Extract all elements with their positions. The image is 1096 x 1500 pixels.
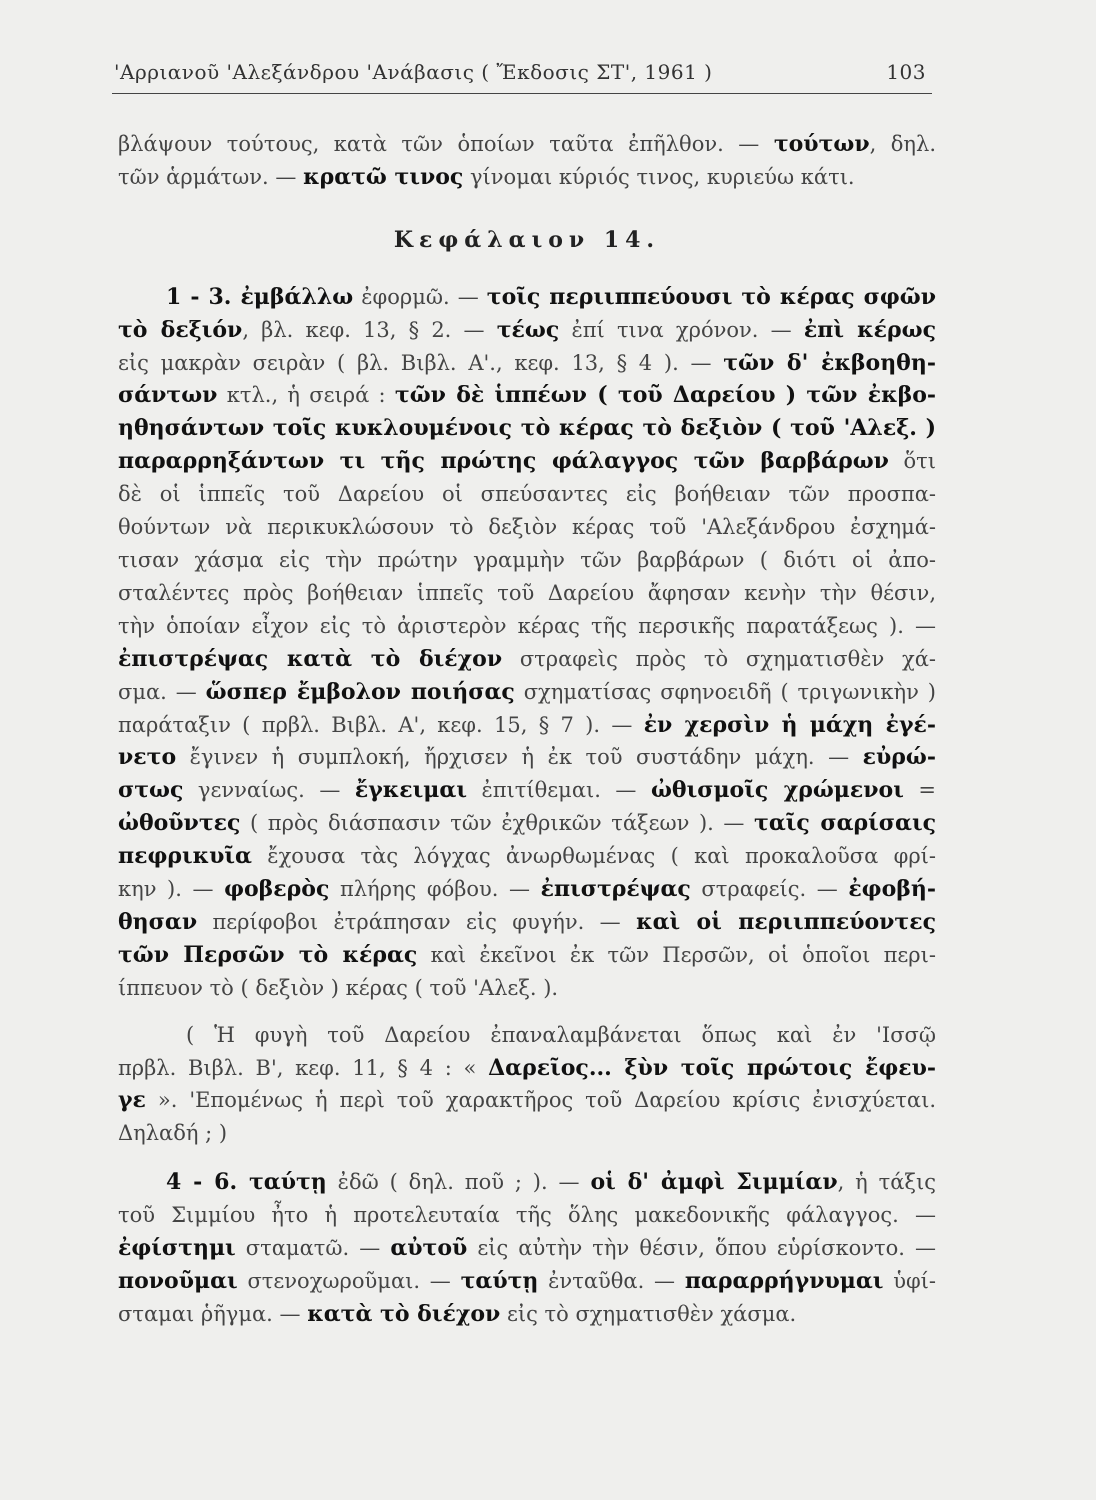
- bold-term: ἐπιστρέψας: [540, 876, 691, 903]
- text-line: τοῦ Σιμμίου ἦτο ἡ προτελευταία τῆς ὅλης μακεδονικῆς φάλαγγος. —: [118, 1203, 936, 1228]
- bold-term: θησαν: [118, 908, 198, 935]
- bold-term: ταῖς σαρίσαις: [754, 810, 936, 837]
- text-line: Δηλαδή ; ): [118, 1121, 228, 1146]
- bold-term: ὠθισμοῖς χρώμενοι: [650, 777, 904, 804]
- section-4-6: [118, 1166, 936, 1331]
- bold-term: τέως: [496, 316, 560, 343]
- header-rule: [112, 93, 932, 94]
- bold-term: 1 - 3. ἐμβάλλω: [166, 283, 354, 310]
- text-line: ίππευον τὸ ( δεξιὸν ) κέρας ( τοῦ 'Αλεξ. ).: [118, 975, 559, 1000]
- bold-term: ταύτῃ: [460, 1268, 539, 1294]
- bold-term: ἐφοβή-: [848, 876, 937, 903]
- bold-term: γε: [118, 1087, 146, 1114]
- bold-term: κρατῶ τινος: [303, 163, 464, 190]
- bold-term: στως: [118, 777, 184, 804]
- bold-term: παραρρηξάντων τι τῆς πρώτης φάλαγγος τῶν βαρβάρων: [118, 448, 889, 475]
- bold-term: ἐπὶ κέρως: [803, 316, 936, 343]
- bold-term: τῶν δ' ἐκβοηθη-: [723, 349, 936, 376]
- bold-term: πονοῦμαι: [118, 1268, 238, 1294]
- bold-term: αὐτοῦ: [390, 1235, 468, 1262]
- bold-term: τῶν δὲ ἱππέων ( τοῦ Δαρείου ) τῶν ἐκβο-: [394, 382, 936, 409]
- text-line: παράταξιν ( πρβλ. Βιβλ. Α', κεφ. 15, § 7 ). — ἐν χερσὶν ἡ μάχη ἐγέ-: [118, 711, 937, 738]
- text-line: δὲ οἱ ἱππεῖς τοῦ Δαρείου οἱ σπεύσαντες εἰς βοήθειαν τῶν προσπα-: [118, 482, 936, 507]
- bold-term: ἐπιστρέψας κατὰ τὸ διέχον: [118, 645, 503, 672]
- text-line: ὠθοῦντες ( πρὸς διάσπασιν τῶν ἐχθρικῶν τάξεων ). — ταῖς σαρίσαις: [118, 810, 936, 837]
- text-line: πρβλ. Βιβλ. Β', κεφ. 11, § 4 : « Δαρεῖος... ξὺν τοῖς πρώτοις ἔφευ-: [118, 1054, 936, 1081]
- bold-term: εὐρώ-: [862, 744, 936, 771]
- text-line: σμα. — ὥσπερ ἔμβολον ποιήσας σχηματίσας σφηνοειδῆ ( τριγωνικὴν ): [118, 678, 936, 705]
- text-line: εἰς μακρὰν σειρὰν ( βλ. Βιβλ. Α'., κεφ. 13, § 4 ). — τῶν δ' ἐκβοηθη-: [118, 349, 936, 376]
- text-line: σάντων κτλ., ἡ σειρά : τῶν δὲ ἱππέων ( τοῦ Δαρείου ) τῶν ἐκβο-: [118, 382, 936, 409]
- text-line: τὴν ὁποίαν εἶχον εἰς τὸ ἀριστερὸν κέρας τῆς περσικῆς παρατάξεως ). —: [118, 613, 936, 638]
- text-line: τὸ δεξιόν, βλ. κεφ. 13, § 2. — τέως ἐπί τινα χρόνον. — ἐπὶ κέρως: [118, 316, 936, 343]
- text-line: παραρρηξάντων τι τῆς πρώτης φάλαγγος τῶν βαρβάρων ὅτι: [118, 448, 937, 475]
- text-line: ἐφίστημι σταματῶ. — αὐτοῦ εἰς αὐτὴν τὴν θέσιν, ὅπου εὑρίσκοντο. —: [118, 1235, 936, 1262]
- text-line: 1 - 3. ἐμβάλλω ἐφορμῶ. — τοῖς περιιππεύουσι τὸ κέρας σφῶν: [166, 283, 937, 310]
- bold-term: τῶν Περσῶν τὸ κέρας: [118, 941, 418, 968]
- chapter-title: Κεφάλαιον 14.: [393, 226, 661, 253]
- bold-term: φοβερὸς: [224, 876, 330, 903]
- text-line: στως γενναίως. — ἔγκειμαι ἐπιτίθεμαι. — ὠθισμοῖς χρώμενοι =: [118, 777, 936, 804]
- text-line: σταλέντες πρὸς βοήθειαν ἱππεῖς τοῦ Δαρείου ἄφησαν κενὴν τὴν θέσιν,: [118, 580, 936, 605]
- running-header: [114, 60, 930, 84]
- bold-term: ἐφίστημι: [118, 1235, 236, 1262]
- body-text: [118, 128, 936, 1331]
- bold-term: ἐν χερσὶν ἡ μάχη ἐγέ-: [643, 711, 937, 738]
- page-number: 103: [886, 60, 926, 84]
- text-line: βλάψουν τούτους, κατὰ τῶν ὁποίων ταῦτα ἐπῆλθον. — τούτων, δηλ.: [118, 131, 937, 157]
- text-line: κην ). — φοβερὸς πλήρης φόβου. — ἐπιστρέψας στραφείς. — ἐφοβή-: [118, 876, 937, 903]
- bold-term: ηθησάντων τοῖς κυκλουμένοις τὸ κέρας τὸ δεξιὸν ( τοῦ 'Αλεξ. ): [118, 415, 936, 442]
- bold-term: τούτων: [773, 131, 870, 157]
- bold-term: οἱ δ' ἀμφὶ Σιμμίαν: [590, 1169, 838, 1196]
- bold-term: ἔγκειμαι: [354, 777, 467, 804]
- text-line: θησαν περίφοβοι ἐτράπησαν εἰς φυγήν. — καὶ οἱ περιιππεύοντες: [118, 908, 936, 935]
- text-line: ἐπιστρέψας κατὰ τὸ διέχον στραφεὶς πρὸς τὸ σχηματισθὲν χά-: [118, 645, 936, 672]
- bold-term: τοῖς περιιππεύουσι τὸ κέρας σφῶν: [486, 283, 937, 310]
- text-line: πεφρικυῖα ἔχουσα τὰς λόγχας ἀνωρθωμένας ( καὶ προκαλοῦσα φρί-: [118, 843, 936, 870]
- bold-term: 4 - 6. ταύτῃ: [166, 1169, 327, 1196]
- bold-term: πεφρικυῖα: [118, 843, 252, 870]
- text-line: [118, 412, 936, 445]
- text-line: ( Ἡ φυγὴ τοῦ Δαρείου ἐπαναλαμβάνεται ὅπως καὶ ἐν 'Ισσῷ: [186, 1022, 936, 1047]
- bold-term: Δαρεῖος... ξὺν τοῖς πρώτοις ἔφευ-: [488, 1054, 936, 1081]
- bold-term: ὥσπερ ἔμβολον ποιήσας: [205, 678, 515, 705]
- text-line: τῶν Περσῶν τὸ κέρας καὶ ἐκεῖνοι ἐκ τῶν Περσῶν, οἱ ὁποῖοι περι-: [118, 941, 936, 968]
- bold-term: παραρρήγνυμαι: [684, 1268, 884, 1294]
- text-line: θούντων νὰ περικυκλώσουν τὸ δεξιὸν κέρας τοῦ 'Αλεξάνδρου ἐσχημά-: [118, 515, 936, 540]
- bold-term: κατὰ τὸ διέχον: [307, 1300, 501, 1327]
- text-line: 4 - 6. ταύτῃ ἐδῶ ( δηλ. ποῦ ; ). — οἱ δ' ἀμφὶ Σιμμίαν, ἡ τάξις: [166, 1169, 936, 1196]
- bold-term: νετο: [118, 744, 177, 771]
- text-line: πονοῦμαι στενοχωροῦμαι. — ταύτῃ ἐνταῦθα. — παραρρήγνυμαι ὑφί-: [118, 1268, 936, 1294]
- paragraph-darius-flight: [118, 1019, 936, 1151]
- running-title: 'Αρριανοῦ 'Αλεξάνδρου 'Ανάβασις ( Ἔκδοσις ΣΤ', 1961 ): [114, 60, 713, 84]
- bold-term: ὠθοῦντες: [118, 810, 241, 837]
- text-line: τισαν χάσμα εἰς τὴν πρώτην γραμμὴν τῶν βαρβάρων ( διότι οἱ ἀπο-: [118, 547, 936, 572]
- bold-term: σάντων: [118, 382, 218, 409]
- bold-term: τὸ δεξιόν: [118, 316, 243, 343]
- bold-term: καὶ οἱ περιιππεύοντες: [636, 908, 936, 935]
- text-line: γε ». 'Επομένως ἡ περὶ τοῦ χαρακτῆρος τοῦ Δαρείου κρίσις ἐνισχύεται.: [118, 1087, 936, 1114]
- text-line: σταμαι ῥῆγμα. — κατὰ τὸ διέχον εἰς τὸ σχηματισθὲν χάσμα.: [118, 1300, 797, 1327]
- top-paragraph: [118, 128, 936, 194]
- text-line: τῶν ἁρμάτων. — κρατῶ τινος γίνομαι κύριός τινος, κυριεύω κάτι.: [118, 163, 855, 190]
- section-1-3: [118, 281, 936, 1005]
- text-line: νετο ἔγινεν ἡ συμπλοκή, ἤρχισεν ἡ ἐκ τοῦ συστάδην μάχη. — εὐρώ-: [118, 744, 936, 771]
